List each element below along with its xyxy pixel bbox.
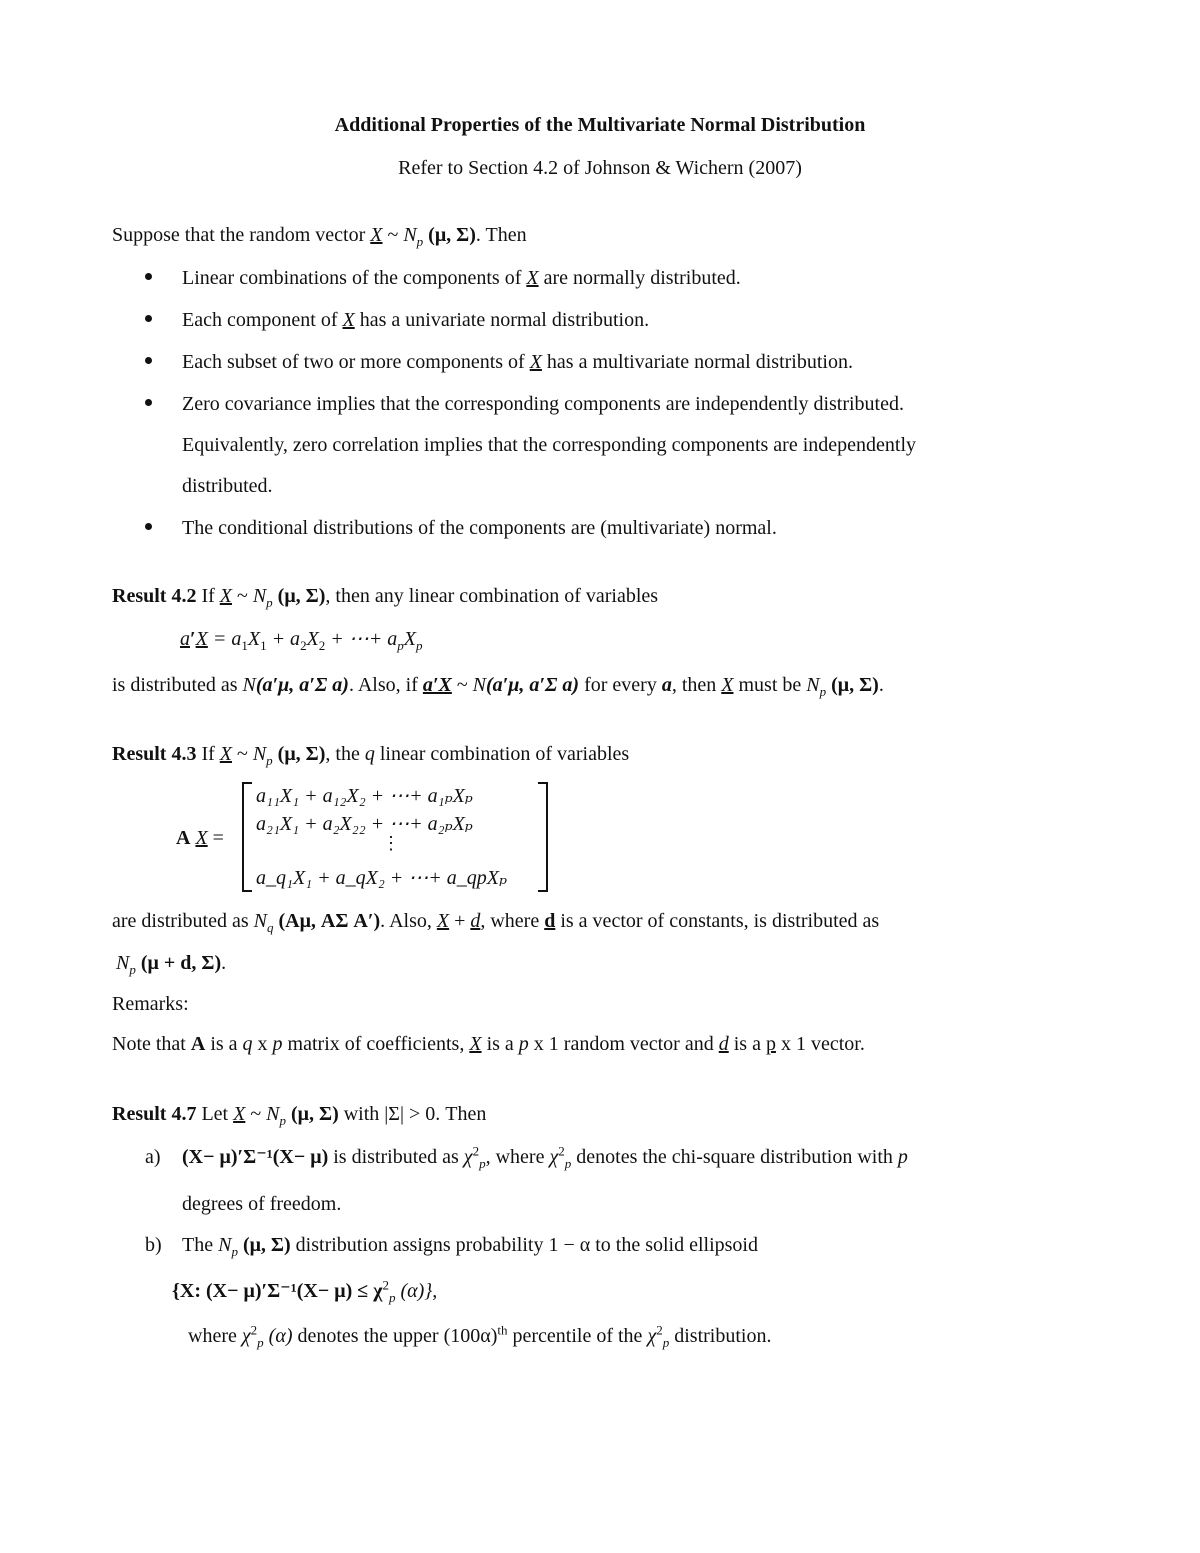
bullet-item-continuation: distributed. bbox=[182, 475, 273, 497]
matrix-lhs: A X = bbox=[176, 827, 224, 849]
remarks-note: Note that A is a q x p matrix of coefficients, X is a p x 1 random vector and d is a p x 1 vector. bbox=[112, 1033, 865, 1055]
matrix-row: a₁₁X₁ + a₁₂X₂ + ⋯+ a₁ₚXₚ bbox=[256, 785, 473, 807]
bullet-icon bbox=[145, 315, 152, 322]
matrix-row: a₂₁X₁ + a₂X₂₂ + ⋯+ a₂ₚXₚ bbox=[256, 813, 473, 835]
item-a-text: (X− μ)′Σ⁻¹(X− μ) is distributed as $\chi^2_p$, where $\chi^2_p$ denotes the chi-square distribution with p bbox=[182, 1143, 908, 1171]
bullet-item-continuation: Equivalently, zero correlation implies that the corresponding components are independently bbox=[182, 434, 917, 456]
result-4-7-statement: Result 4.7 Let X ~ $N_p$ (μ, Σ) with |Σ| > 0. Then bbox=[112, 1103, 487, 1128]
result-4-3-distribution: are distributed as $N_q$ (Aμ, AΣ A′). Also, X + d, where d is a vector of constants, is distributed as bbox=[112, 910, 880, 935]
coefficient-matrix bbox=[242, 782, 548, 892]
result-label: Result 4.3 bbox=[112, 743, 197, 765]
left-bracket bbox=[242, 782, 252, 892]
remarks-heading: Remarks: bbox=[112, 993, 189, 1015]
result-label: Result 4.2 bbox=[112, 585, 197, 607]
bullet-icon bbox=[145, 273, 152, 280]
bullet-icon bbox=[145, 357, 152, 364]
right-bracket bbox=[538, 782, 548, 892]
bullet-item: Linear combinations of the components of X are normally distributed. bbox=[182, 267, 741, 289]
item-a-continuation: degrees of freedom. bbox=[182, 1193, 342, 1215]
bullet-item: Each subset of two or more components of X has a multivariate normal distribution. bbox=[182, 351, 853, 373]
intro-line: Suppose that the random vector X ~ $N_p$ (μ, Σ). Then bbox=[112, 224, 527, 249]
item-b-label: b) bbox=[145, 1234, 162, 1256]
percentile-note: where $\chi^2_p$ (α) denotes the upper $(100\alpha)^{th}$ percentile of the $\chi^2_p$ distribution. bbox=[188, 1322, 772, 1350]
result-4-3-statement: Result 4.3 If X ~ $N_p$ (μ, Σ), the q linear combination of variables bbox=[112, 743, 630, 768]
bullet-icon bbox=[145, 399, 152, 406]
result-4-2-statement: Result 4.2 If X ~ $N_p$ (μ, Σ), then any linear combination of variables bbox=[112, 585, 659, 610]
matrix-row: a_q₁X₁ + a_qX₂ + ⋯+ a_qpXₚ bbox=[256, 867, 507, 889]
bullet-item: Each component of X has a univariate normal distribution. bbox=[182, 309, 650, 331]
result-4-2-distribution: is distributed as N(a′μ, a′Σ a). Also, if a′X ~ N(a′μ, a′Σ a) for every a, then X must be $N_p$ (μ, Σ). bbox=[112, 674, 884, 699]
bullet-item: The conditional distributions of the components are (multivariate) normal. bbox=[182, 517, 777, 539]
bullet-icon bbox=[145, 523, 152, 530]
bullet-item: Zero covariance implies that the corresponding components are independently distributed. bbox=[182, 393, 904, 415]
item-a-label: a) bbox=[145, 1146, 161, 1168]
document-subtitle: Refer to Section 4.2 of Johnson & Wichern (2007) bbox=[398, 157, 802, 179]
vertical-ellipsis: ⋮ bbox=[382, 833, 400, 853]
vector-x: X bbox=[370, 224, 383, 246]
result-4-3-distribution-cont: $N_p$ (μ + d, Σ). bbox=[116, 952, 227, 977]
ellipsoid-set: {X: $(X- \mu)'\Sigma^{-1}(X- \mu) \le \chi^2_p$ (α)}, bbox=[172, 1277, 438, 1305]
result-label: Result 4.7 bbox=[112, 1103, 197, 1125]
result-4-2-equation: $a'X = a_1X_1 + a_2X_2$ + ⋯+ $a_pX_p$ bbox=[180, 628, 423, 653]
document-title: Additional Properties of the Multivariate Normal Distribution bbox=[334, 114, 866, 136]
item-b-text: The $N_p$ (μ, Σ) distribution assigns probability 1 − α to the solid ellipsoid bbox=[182, 1234, 758, 1259]
